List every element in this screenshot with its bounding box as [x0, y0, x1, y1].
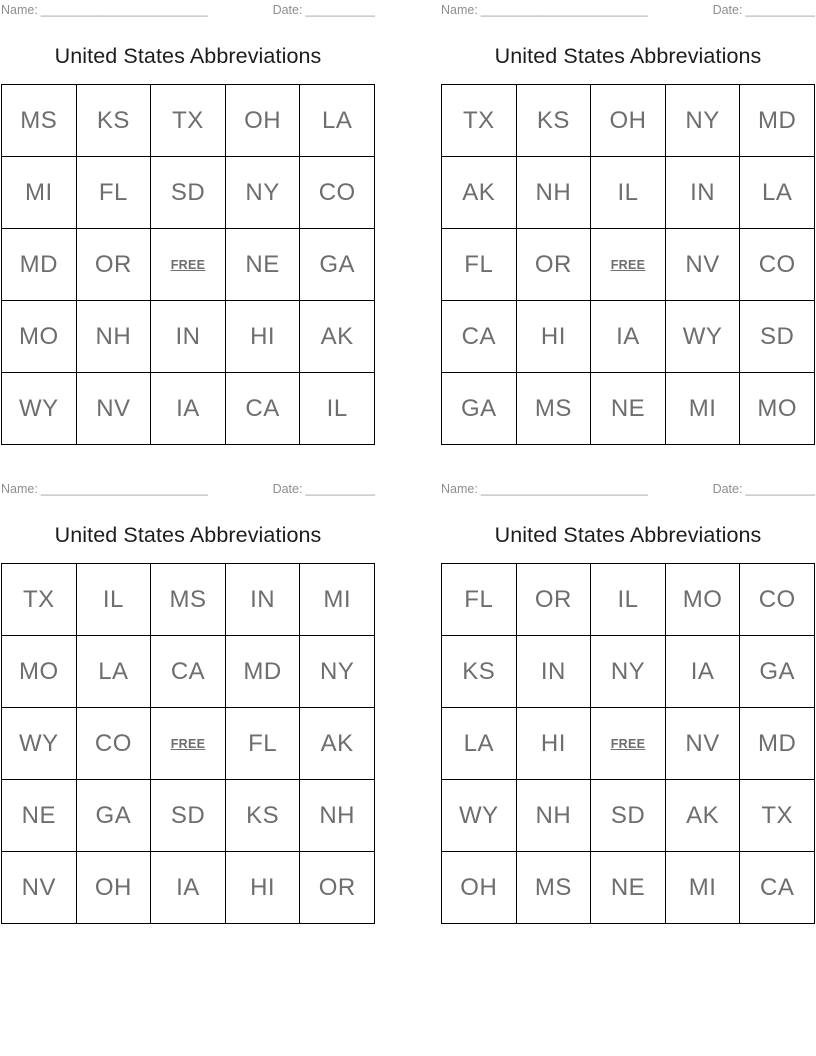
bingo-cell: IA	[151, 852, 226, 924]
bingo-cell: CO	[300, 157, 375, 229]
bingo-cell: MD	[740, 708, 815, 780]
bingo-row	[2, 780, 375, 852]
bingo-cell: NH	[300, 780, 375, 852]
bingo-cell: IA	[151, 373, 226, 445]
bingo-cell: IN	[665, 157, 740, 229]
bingo-grid	[441, 563, 815, 924]
bingo-grid	[441, 84, 815, 445]
bingo-row	[442, 157, 815, 229]
bingo-cell: NV	[665, 708, 740, 780]
bingo-cell: OH	[225, 85, 300, 157]
bingo-card-2	[441, 3, 815, 445]
bingo-row	[2, 564, 375, 636]
bingo-cell: AK	[665, 780, 740, 852]
bingo-cell: IN	[225, 564, 300, 636]
bingo-cell: NH	[76, 301, 151, 373]
bingo-cell: SD	[151, 780, 226, 852]
bingo-cell: CO	[76, 708, 151, 780]
bingo-cell: MS	[516, 852, 591, 924]
bingo-row	[442, 780, 815, 852]
bingo-cell: MI	[300, 564, 375, 636]
bingo-cell: MO	[665, 564, 740, 636]
bingo-row	[2, 636, 375, 708]
bingo-cell: KS	[516, 85, 591, 157]
bingo-row	[442, 229, 815, 301]
name-label: Name:	[441, 482, 478, 496]
bingo-cell: OR	[516, 229, 591, 301]
date-field	[273, 3, 375, 18]
bingo-row	[2, 852, 375, 924]
bingo-card-3	[1, 482, 375, 924]
date-blank-line: __________	[305, 482, 375, 496]
bingo-cell: MI	[2, 157, 77, 229]
bingo-cell: CA	[442, 301, 517, 373]
bingo-row	[2, 157, 375, 229]
date-blank-line: __________	[745, 3, 815, 17]
bingo-row	[442, 85, 815, 157]
date-label: Date:	[712, 3, 743, 17]
bingo-cell: CA	[225, 373, 300, 445]
card-title: United States Abbreviations	[54, 523, 322, 547]
bingo-cell: MD	[225, 636, 300, 708]
bingo-cell: IL	[591, 564, 666, 636]
bingo-cell: NY	[300, 636, 375, 708]
free-cell: FREE	[591, 708, 666, 780]
bingo-cell: MI	[665, 852, 740, 924]
bingo-cell: NY	[225, 157, 300, 229]
bingo-row	[2, 85, 375, 157]
bingo-row	[442, 564, 815, 636]
bingo-cell: NV	[76, 373, 151, 445]
bingo-cell: FL	[225, 708, 300, 780]
bingo-row	[2, 301, 375, 373]
bingo-cell: MI	[665, 373, 740, 445]
free-cell: FREE	[151, 229, 226, 301]
bingo-cell: FL	[442, 564, 517, 636]
bingo-cell: LA	[442, 708, 517, 780]
name-blank-line: ________________________	[40, 3, 208, 17]
bingo-cell: SD	[740, 301, 815, 373]
bingo-cell: LA	[300, 85, 375, 157]
bingo-cell: IL	[300, 373, 375, 445]
bingo-cell: NE	[591, 373, 666, 445]
date-blank-line: __________	[305, 3, 375, 17]
bingo-card-1	[1, 3, 375, 445]
card-header	[1, 3, 375, 18]
card-header	[1, 482, 375, 497]
bingo-cell: IN	[516, 636, 591, 708]
name-field	[1, 482, 208, 497]
bingo-cell: AK	[300, 301, 375, 373]
bingo-cell: TX	[442, 85, 517, 157]
bingo-cell: KS	[225, 780, 300, 852]
bingo-grid	[1, 563, 375, 924]
name-blank-line: ________________________	[40, 482, 208, 496]
bingo-row	[442, 708, 815, 780]
bingo-cell: HI	[516, 301, 591, 373]
bingo-cell: WY	[442, 780, 517, 852]
name-blank-line: ________________________	[480, 3, 648, 17]
name-label: Name:	[1, 482, 38, 496]
bingo-row	[2, 708, 375, 780]
bingo-cell: FL	[76, 157, 151, 229]
bingo-cell: SD	[151, 157, 226, 229]
free-cell: FREE	[151, 708, 226, 780]
bingo-cell: MO	[740, 373, 815, 445]
bingo-cell: OR	[300, 852, 375, 924]
bingo-cell: AK	[300, 708, 375, 780]
bingo-cell: TX	[2, 564, 77, 636]
bingo-row	[442, 636, 815, 708]
bingo-cell: HI	[225, 852, 300, 924]
bingo-cell: FL	[442, 229, 517, 301]
bingo-cell: CO	[740, 564, 815, 636]
bingo-grid	[1, 84, 375, 445]
card-header	[441, 482, 815, 497]
bingo-cell: SD	[591, 780, 666, 852]
bingo-row	[442, 373, 815, 445]
date-field	[273, 482, 375, 497]
bingo-cell: NH	[516, 157, 591, 229]
bingo-cell: IL	[591, 157, 666, 229]
bingo-cell: AK	[442, 157, 517, 229]
bingo-cell: IA	[665, 636, 740, 708]
name-label: Name:	[1, 3, 38, 17]
bingo-cell: NV	[2, 852, 77, 924]
bingo-cell: CA	[151, 636, 226, 708]
card-title: United States Abbreviations	[494, 523, 762, 547]
bingo-row	[2, 373, 375, 445]
bingo-cell: CO	[740, 229, 815, 301]
bingo-cell: MS	[151, 564, 226, 636]
bingo-cell: HI	[516, 708, 591, 780]
bingo-cell: IL	[76, 564, 151, 636]
bingo-cell: GA	[740, 636, 815, 708]
bingo-row	[442, 852, 815, 924]
bingo-cell: NV	[665, 229, 740, 301]
bingo-cell: MO	[2, 636, 77, 708]
name-field	[441, 3, 648, 18]
bingo-row	[2, 229, 375, 301]
bingo-cell: HI	[225, 301, 300, 373]
bingo-cell: MO	[2, 301, 77, 373]
bingo-cell: IN	[151, 301, 226, 373]
free-cell: FREE	[591, 229, 666, 301]
bingo-cell: KS	[76, 85, 151, 157]
date-label: Date:	[272, 482, 303, 496]
card-header	[441, 3, 815, 18]
bingo-cell: LA	[740, 157, 815, 229]
bingo-cell: NY	[591, 636, 666, 708]
date-label: Date:	[712, 482, 743, 496]
bingo-cell: WY	[665, 301, 740, 373]
bingo-cell: LA	[76, 636, 151, 708]
name-label: Name:	[441, 3, 478, 17]
bingo-cell: OR	[76, 229, 151, 301]
bingo-cell: GA	[442, 373, 517, 445]
bingo-cell: MD	[740, 85, 815, 157]
bingo-row	[442, 301, 815, 373]
bingo-cell: GA	[76, 780, 151, 852]
bingo-cell: GA	[300, 229, 375, 301]
bingo-cell: OR	[516, 564, 591, 636]
bingo-cell: IA	[591, 301, 666, 373]
date-label: Date:	[272, 3, 303, 17]
bingo-cell: OH	[76, 852, 151, 924]
bingo-cell: OH	[591, 85, 666, 157]
date-field	[713, 3, 815, 18]
bingo-card-4	[441, 482, 815, 924]
card-title: United States Abbreviations	[54, 44, 322, 68]
bingo-cell: MD	[2, 229, 77, 301]
name-blank-line: ________________________	[480, 482, 648, 496]
bingo-cell: NE	[2, 780, 77, 852]
bingo-cell: WY	[2, 373, 77, 445]
bingo-cell: TX	[151, 85, 226, 157]
card-title: United States Abbreviations	[494, 44, 762, 68]
bingo-cell: TX	[740, 780, 815, 852]
bingo-cell: CA	[740, 852, 815, 924]
bingo-cell: NH	[516, 780, 591, 852]
date-blank-line: __________	[745, 482, 815, 496]
bingo-cell: MS	[2, 85, 77, 157]
bingo-cell: NE	[225, 229, 300, 301]
bingo-cell: NY	[665, 85, 740, 157]
name-field	[441, 482, 648, 497]
bingo-cell: MS	[516, 373, 591, 445]
name-field	[1, 3, 208, 18]
bingo-cell: OH	[442, 852, 517, 924]
bingo-cell: NE	[591, 852, 666, 924]
bingo-cell: WY	[2, 708, 77, 780]
date-field	[713, 482, 815, 497]
bingo-cell: KS	[442, 636, 517, 708]
